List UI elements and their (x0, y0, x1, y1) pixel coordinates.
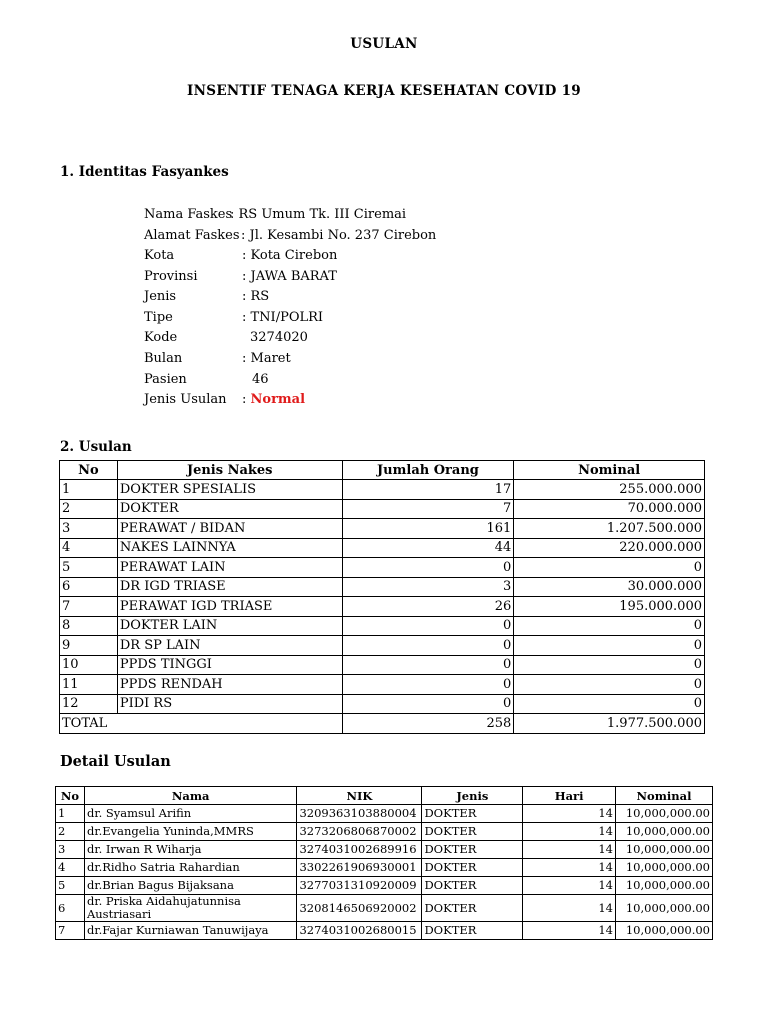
cell-nominal: 10,000,000.00 (615, 805, 712, 823)
cell-jumlah: 0 (342, 636, 514, 656)
cell-nominal: 10,000,000.00 (615, 823, 712, 841)
cell-hari: 14 (523, 823, 616, 841)
cell-jenis-nakes: DOKTER LAIN (117, 616, 342, 636)
cell-no: 1 (56, 805, 85, 823)
table-row (56, 823, 713, 841)
cell-nama: dr. Syamsul Arifin (84, 805, 297, 823)
cell-jumlah: 161 (342, 519, 514, 539)
cell-nominal: 10,000,000.00 (615, 877, 712, 895)
identity-label: Alamat Faskes (144, 228, 240, 243)
identity-value: : TNI/POLRI (242, 310, 324, 325)
table-row (60, 499, 705, 519)
cell-no: 6 (56, 895, 85, 922)
table-header-row (60, 461, 705, 480)
cell-nama: dr.Fajar Kurniawan Tanuwijaya (84, 922, 297, 940)
document-title: USULAN (350, 36, 418, 52)
cell-jumlah: 26 (342, 597, 514, 617)
cell-jumlah: 7 (342, 499, 514, 519)
cell-no: 7 (60, 597, 118, 617)
table-row (56, 922, 713, 940)
column-header: Jumlah Orang (342, 461, 514, 480)
identity-value: : Kota Cirebon (242, 248, 338, 263)
section-usulan-heading: 2. Usulan (60, 439, 132, 455)
cell-nik: 3274031002689916 (297, 841, 422, 859)
cell-hari: 14 (523, 922, 616, 940)
cell-hari: 14 (523, 895, 616, 922)
cell-no: 11 (60, 675, 118, 695)
usulan-table (59, 460, 705, 734)
cell-nik: 3273206806870002 (297, 823, 422, 841)
cell-jenis: DOKTER (422, 922, 523, 940)
column-header: Jenis Nakes (117, 461, 342, 480)
column-header: Jenis (422, 787, 523, 805)
cell-jenis: DOKTER (422, 823, 523, 841)
cell-nik: 3208146506920002 (297, 895, 422, 922)
table-row (60, 616, 705, 636)
cell-nama: dr. Irwan R Wiharja (84, 841, 297, 859)
table-row (60, 597, 705, 617)
jenis-usulan-badge: Normal (250, 392, 306, 407)
cell-jenis-nakes: DOKTER (117, 499, 342, 519)
cell-no: 6 (60, 577, 118, 597)
column-header: Nominal (514, 461, 705, 480)
identity-label: Nama Faskes (144, 207, 233, 222)
cell-nominal: 0 (514, 694, 705, 714)
cell-nominal: 10,000,000.00 (615, 859, 712, 877)
column-header: Nominal (615, 787, 712, 805)
identity-value: : Maret (242, 351, 291, 366)
cell-jenis: DOKTER (422, 877, 523, 895)
cell-jumlah: 0 (342, 675, 514, 695)
section-identitas-heading: 1. Identitas Fasyankes (60, 164, 229, 180)
cell-jenis-nakes: PPDS TINGGI (117, 655, 342, 675)
cell-nominal: 0 (514, 675, 705, 695)
cell-jenis-nakes: PERAWAT / BIDAN (117, 519, 342, 539)
identity-label: Kode (144, 330, 178, 345)
cell-jumlah: 0 (342, 655, 514, 675)
cell-nama: dr.Ridho Satria Rahardian (84, 859, 297, 877)
column-header: NIK (297, 787, 422, 805)
cell-nama: dr. Priska Aidahujatunnisa Austriasari (84, 895, 297, 922)
cell-nama: dr.Evangelia Yuninda,MMRS (84, 823, 297, 841)
table-row (60, 480, 705, 500)
cell-nominal: 10,000,000.00 (615, 922, 712, 940)
cell-no: 3 (60, 519, 118, 539)
cell-nominal: 10,000,000.00 (615, 895, 712, 922)
total-row (60, 714, 705, 734)
cell-jenis-nakes: PPDS RENDAH (117, 675, 342, 695)
cell-nominal: 0 (514, 655, 705, 675)
identity-label: Kota (144, 248, 175, 263)
detail-table (55, 786, 713, 940)
table-row (60, 636, 705, 656)
cell-jumlah: 17 (342, 480, 514, 500)
cell-no: 3 (56, 841, 85, 859)
cell-jenis: DOKTER (422, 859, 523, 877)
section-detail-heading: Detail Usulan (60, 753, 171, 770)
cell-hari: 14 (523, 859, 616, 877)
total-label: TOTAL (60, 714, 343, 734)
table-row (60, 675, 705, 695)
cell-jenis-nakes: PERAWAT IGD TRIASE (117, 597, 342, 617)
column-header: No (56, 787, 85, 805)
cell-no: 9 (60, 636, 118, 656)
cell-no: 10 (60, 655, 118, 675)
cell-jumlah: 3 (342, 577, 514, 597)
identity-label: Pasien (144, 372, 187, 387)
cell-hari: 14 (523, 805, 616, 823)
cell-nik: 3274031002680015 (297, 922, 422, 940)
cell-nominal: 1.207.500.000 (514, 519, 705, 539)
cell-nik: 3302261906930001 (297, 859, 422, 877)
cell-nominal: 195.000.000 (514, 597, 705, 617)
table-row (60, 655, 705, 675)
cell-jenis-nakes: PERAWAT LAIN (117, 558, 342, 578)
cell-jumlah: 44 (342, 538, 514, 558)
cell-hari: 14 (523, 841, 616, 859)
identity-value: : Jl. Kesambi No. 237 Cirebon (241, 228, 437, 243)
column-header: Hari (523, 787, 616, 805)
cell-nominal: 255.000.000 (514, 480, 705, 500)
cell-no: 4 (60, 538, 118, 558)
cell-nominal: 220.000.000 (514, 538, 705, 558)
cell-jenis-nakes: DR IGD TRIASE (117, 577, 342, 597)
cell-jenis-nakes: NAKES LAINNYA (117, 538, 342, 558)
cell-no: 4 (56, 859, 85, 877)
identity-label: Bulan (144, 351, 183, 366)
cell-nik: 3209363103880004 (297, 805, 422, 823)
total-nominal: 1.977.500.000 (514, 714, 705, 734)
document-subtitle: INSENTIF TENAGA KERJA KESEHATAN COVID 19 (187, 83, 581, 99)
identity-value: : RS (242, 289, 270, 304)
identity-value: : JAWA BARAT (242, 269, 337, 284)
cell-jumlah: 0 (342, 694, 514, 714)
table-row (60, 577, 705, 597)
cell-no: 5 (56, 877, 85, 895)
cell-no: 5 (60, 558, 118, 578)
cell-nominal: 0 (514, 616, 705, 636)
table-row (56, 859, 713, 877)
identity-value: 46 (252, 372, 269, 387)
cell-nominal: 0 (514, 636, 705, 656)
identity-label: Jenis (144, 289, 177, 304)
table-row (56, 805, 713, 823)
table-row (56, 841, 713, 859)
column-header: Nama (84, 787, 297, 805)
cell-nominal: 30.000.000 (514, 577, 705, 597)
total-jumlah: 258 (342, 714, 514, 734)
identity-value-group (242, 392, 305, 408)
table-row (60, 519, 705, 539)
identity-label: Tipe (144, 310, 173, 325)
cell-no: 7 (56, 922, 85, 940)
cell-nominal: 70.000.000 (514, 499, 705, 519)
cell-jenis-nakes: PIDI RS (117, 694, 342, 714)
cell-no: 2 (60, 499, 118, 519)
cell-nama: dr.Brian Bagus Bijaksana (84, 877, 297, 895)
identity-value: 3274020 (250, 330, 308, 345)
table-header-row (56, 787, 713, 805)
cell-no: 1 (60, 480, 118, 500)
cell-jenis: DOKTER (422, 841, 523, 859)
cell-jumlah: 0 (342, 558, 514, 578)
column-header: No (60, 461, 118, 480)
table-row (56, 877, 713, 895)
cell-no: 2 (56, 823, 85, 841)
table-row (60, 538, 705, 558)
cell-nik: 3277031310920009 (297, 877, 422, 895)
table-row (56, 895, 713, 922)
cell-nominal: 0 (514, 558, 705, 578)
identity-label: Jenis Usulan (144, 392, 227, 407)
cell-jenis: DOKTER (422, 895, 523, 922)
table-row (60, 694, 705, 714)
cell-jenis: DOKTER (422, 805, 523, 823)
identity-value: : RS Umum Tk. III Ciremai (230, 207, 407, 222)
cell-jenis-nakes: DOKTER SPESIALIS (117, 480, 342, 500)
table-row (60, 558, 705, 578)
cell-jumlah: 0 (342, 616, 514, 636)
cell-jenis-nakes: DR SP LAIN (117, 636, 342, 656)
cell-hari: 14 (523, 877, 616, 895)
identity-value: : (242, 392, 251, 407)
cell-nominal: 10,000,000.00 (615, 841, 712, 859)
cell-no: 8 (60, 616, 118, 636)
identity-label: Provinsi (144, 269, 198, 284)
cell-no: 12 (60, 694, 118, 714)
